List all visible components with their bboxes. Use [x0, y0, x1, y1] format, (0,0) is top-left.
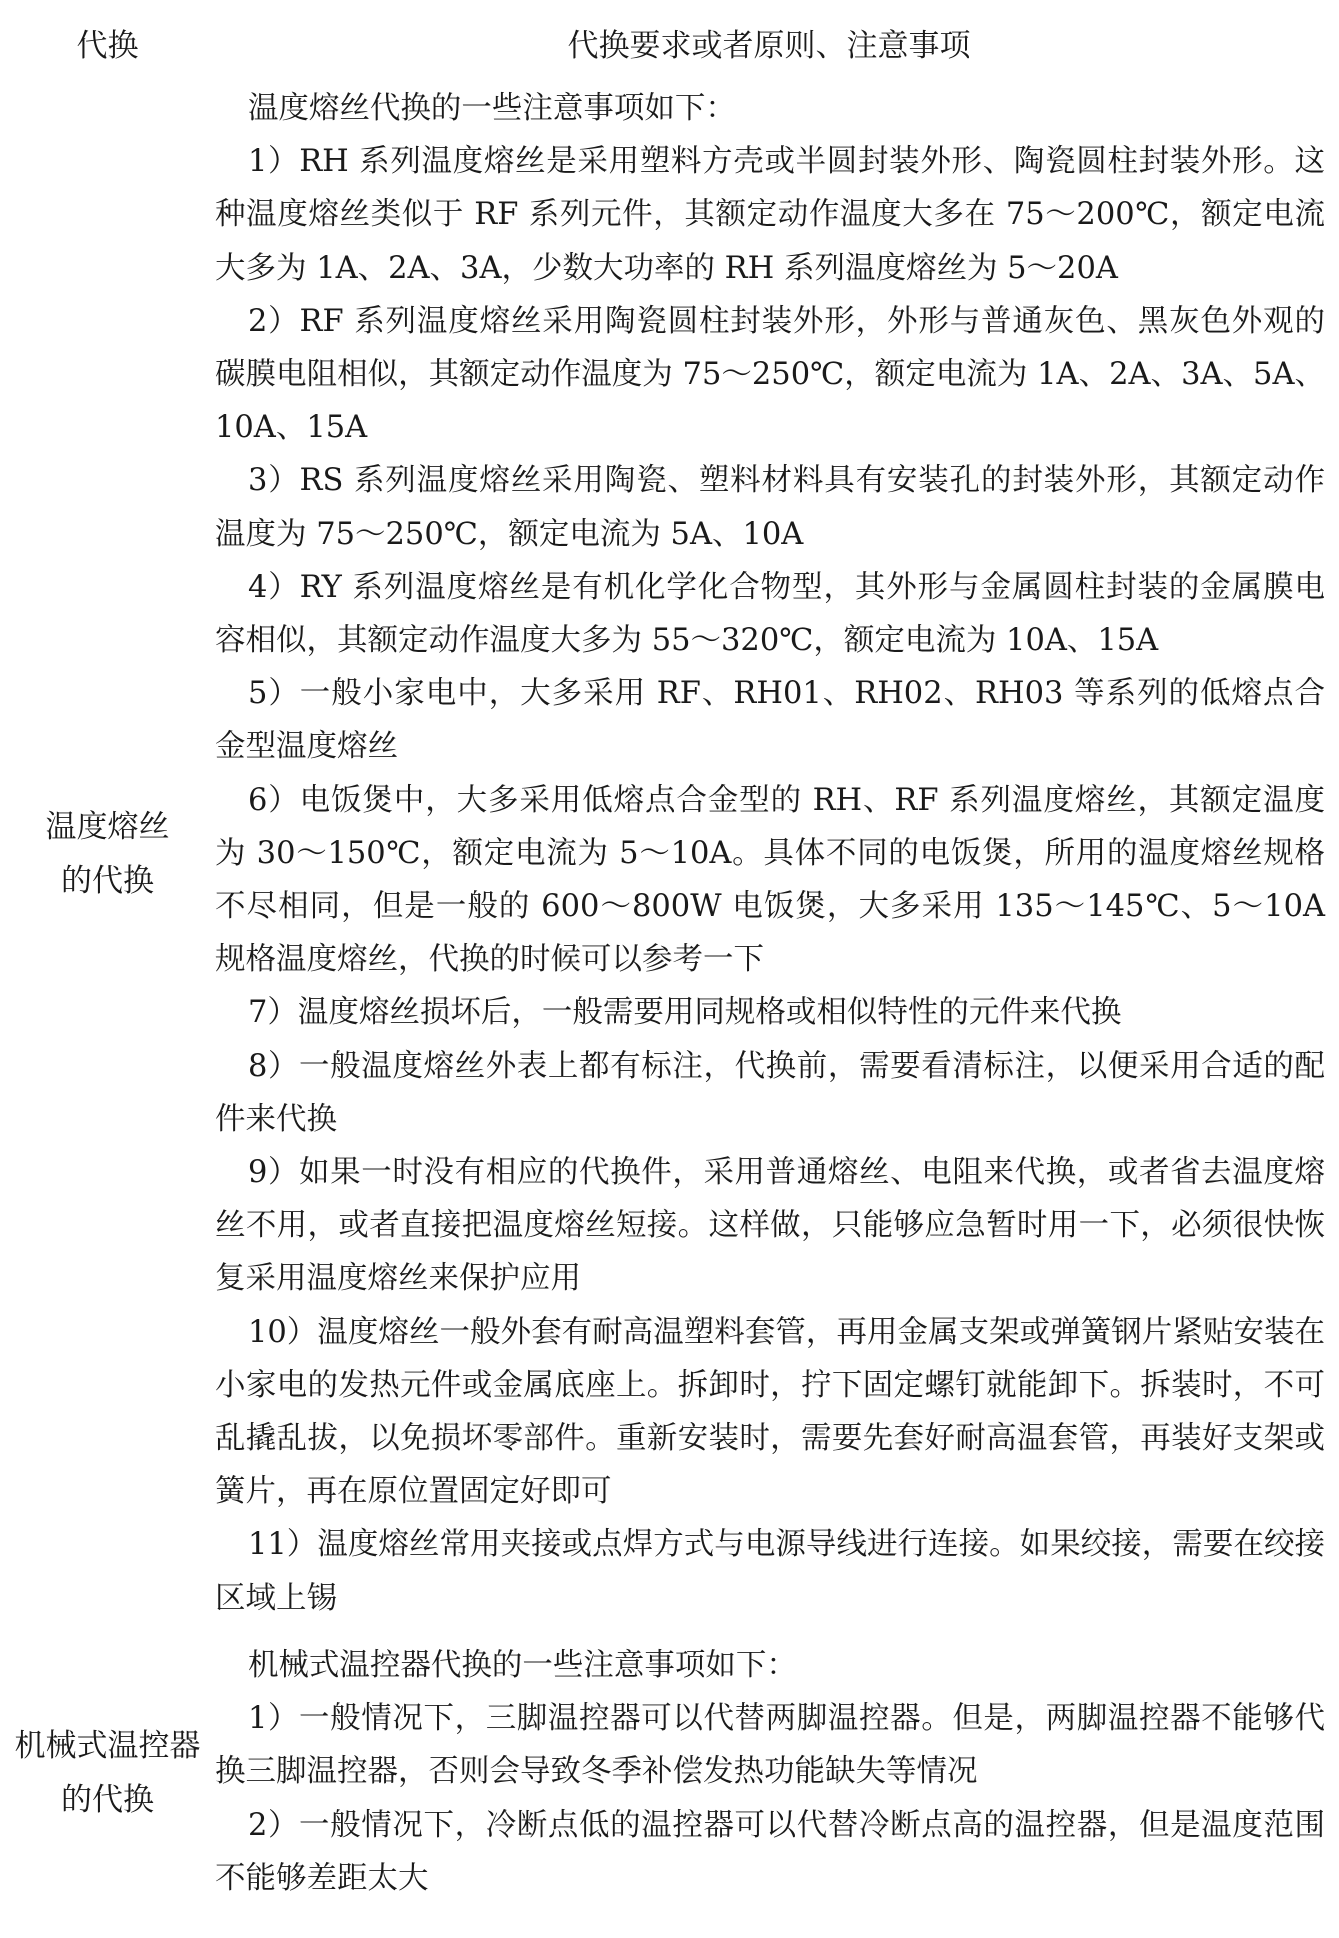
paragraph-item-3: 3）RS 系列温度熔丝采用陶瓷、塑料材料具有安装孔的封装外形，其额定动作温度为 75～250℃，额定电流为 5A、10A — [215, 463, 1325, 552]
paragraph-item-8: 8）一般温度熔丝外表上都有标注，代换前，需要看清标注，以便采用合适的配件来代换 — [215, 1048, 1325, 1137]
paragraph-intro: 温度熔丝代换的一些注意事项如下： — [247, 91, 736, 126]
paragraph-item-7: 7）温度熔丝损坏后，一般需要用同规格或相似特性的元件来代换 — [247, 995, 1122, 1031]
header-substitution: 代换 — [76, 27, 139, 64]
row-content-thermal-fuse — [207, 76, 1331, 1633]
table-row-thermal-fuse — [8, 76, 1331, 1633]
paragraph-item-11: 11）温度熔丝常用夹接或点焊方式与电源导线进行连接。如果绞接，需要在绞接区域上锡 — [215, 1527, 1325, 1616]
paragraph-intro: 机械式温控器代换的一些注意事项如下： — [247, 1647, 797, 1683]
paragraph-item-1: 1）RH 系列温度熔丝是采用塑料方壳或半圆封装外形、陶瓷圆柱封装外形。这种温度熔丝类似于 RF 系列元件，其额定动作温度大多在 75～200℃，额定电流大多为 1A、2A、3A，少数大功率的 RH 系列温度熔丝为 5～20A — [215, 144, 1325, 286]
row-label-line2: 的代换 — [61, 1781, 154, 1818]
header-row — [8, 8, 1331, 76]
paragraph-item-9: 9）如果一时没有相应的代换件，采用普通熔丝、电阻来代换，或者省去温度熔丝不用，或者直接把温度熔丝短接。这样做，只能够应急暂时用一下，必须很快恢复采用温度熔丝来保护应用 — [215, 1155, 1325, 1297]
header-requirements: 代换要求或者原则、注意事项 — [567, 27, 971, 64]
paragraph-item-2: 2）RF 系列温度熔丝采用陶瓷圆柱封装外形，外形与普通灰色、黑灰色外观的碳膜电阻相似，其额定动作温度为 75～250℃，额定电流为 1A、2A、3A、5A、10A、15A — [215, 303, 1325, 446]
row-label-thermal-fuse — [8, 76, 207, 1633]
row-label-line1: 机械式温控器 — [14, 1727, 201, 1764]
row-label-line1: 温度熔丝 — [45, 809, 170, 846]
substitution-table — [8, 8, 1331, 1913]
paragraph-item-1: 1）一般情况下，三脚温控器可以代替两脚温控器。但是，两脚温控器不能够代换三脚温控器，否则会导致冬季补偿发热功能缺失等情况 — [215, 1701, 1325, 1790]
paragraph-item-10: 10）温度熔丝一般外套有耐高温塑料套管，再用金属支架或弹簧钢片紧贴安装在小家电的发热元件或金属底座上。拆卸时，拧下固定螺钉就能卸下。拆装时，不可乱撬乱拔，以免损坏零部件。重新安装时，需要先套好耐高温套管，再装好支架或簧片，再在原位置固定好即可 — [215, 1314, 1325, 1510]
paragraph-item-6: 6）电饭煲中，大多采用低熔点合金型的 RH、RF 系列温度熔丝，其额定温度为 30～150℃，额定电流为 5～10A。具体不同的电饭煲，所用的温度熔丝规格不尽相同，但是一般的 600～800W 电饭煲，大多采用 135～145℃、5～10A 规格温度熔丝，代换的时候可以参考一下 — [215, 782, 1325, 978]
row-label-thermostat — [8, 1633, 207, 1913]
row-label-line2: 的代换 — [61, 863, 154, 900]
paragraph-item-4: 4）RY 系列温度熔丝是有机化学化合物型，其外形与金属圆柱封装的金属膜电容相似，其额定动作温度大多为 55～320℃，额定电流为 10A、15A — [215, 569, 1325, 659]
paragraph-item-5: 5）一般小家电中，大多采用 RF、RH01、RH02、RH03 等系列的低熔点合金型温度熔丝 — [215, 676, 1325, 765]
paragraph-item-2: 2）一般情况下，冷断点低的温控器可以代替冷断点高的温控器，但是温度范围不能够差距太大 — [215, 1807, 1325, 1896]
row-content-thermostat — [207, 1633, 1331, 1913]
table-row-thermostat — [8, 1633, 1331, 1913]
